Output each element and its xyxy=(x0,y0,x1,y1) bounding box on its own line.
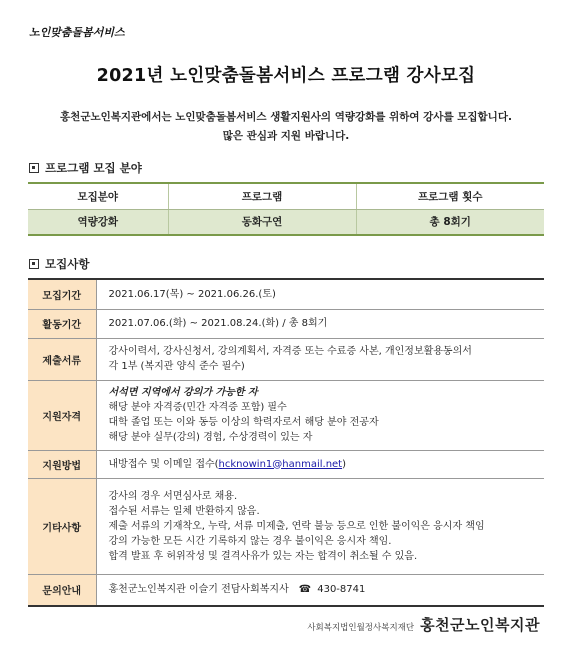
value-line: 각 1부 (복지관 양식 준수 필수) xyxy=(108,361,245,372)
table-row xyxy=(28,574,544,606)
intro-text xyxy=(0,108,572,146)
table-cell: 동화구연 xyxy=(168,209,356,235)
value-line: 해당 분야 실무(강의) 경험, 수상경력이 있는 자 xyxy=(108,432,313,443)
row-value xyxy=(96,309,544,338)
email-link[interactable]: hcknowin1@hanmail.net xyxy=(218,458,343,470)
footer-center-name: 홍천군노인복지관 xyxy=(420,616,540,634)
square-bullet-icon xyxy=(29,163,39,173)
row-label: 기타사항 xyxy=(28,478,96,574)
value-line: 강사의 경우 서면심사로 채용. xyxy=(108,490,238,502)
program-table xyxy=(28,182,544,236)
recruit-section-title: 모집사항 xyxy=(45,257,90,271)
top-category-label: 노인맞춤돌봄서비스 xyxy=(29,26,125,39)
row-label: 활동기간 xyxy=(28,309,96,338)
program-section-title: 프로그램 모집 분야 xyxy=(45,161,142,175)
row-value xyxy=(96,380,544,450)
table-row xyxy=(28,309,544,338)
table-row xyxy=(28,338,544,380)
program-section-heading xyxy=(29,160,142,176)
contact-text: 홍천군노인복지관 이슬기 전담사회복지사 xyxy=(108,584,289,596)
table-cell: 총 8회기 xyxy=(356,209,544,235)
footer-organization: 사회복지법인월정사복지재단 xyxy=(307,623,415,633)
row-value xyxy=(96,574,544,606)
table-row xyxy=(28,380,544,450)
value-line: 해당 분야 자격증(민간 자격증 포함) 필수 xyxy=(108,402,287,413)
value-line: 강사이력서, 강사신청서, 강의계획서, 자격증 또는 수료증 사본, 개인정보활용동의서 xyxy=(108,346,472,357)
row-value xyxy=(96,338,544,380)
page-title: 2021년 노인맞춤돌봄서비스 프로그램 강사모집 xyxy=(96,66,476,86)
table-cell: 역량강화 xyxy=(28,209,168,235)
row-value xyxy=(96,279,544,309)
value-line: 합격 발표 후 허위작성 및 결격사유가 있는 자는 합격이 취소될 수 있음. xyxy=(108,550,418,562)
row-value xyxy=(96,450,544,478)
program-table-row xyxy=(28,209,544,235)
table-row xyxy=(28,478,544,574)
value-line: 제출 서류의 기재착오, 누락, 서류 미제출, 연락 불능 등으로 인한 불이익은 응시자 책임 xyxy=(108,520,485,532)
value-emphasis: 서석면 지역에서 강의가 가능한 자 xyxy=(108,387,258,398)
square-bullet-icon xyxy=(29,259,39,269)
row-label: 제출서류 xyxy=(28,338,96,380)
recruit-section-heading xyxy=(29,256,89,272)
column-header: 프로그램 xyxy=(168,183,356,209)
phone-number: 430-8741 xyxy=(317,584,366,596)
value-line: 대학 졸업 또는 이와 동등 이상의 학력자로서 해당 분야 전공자 xyxy=(108,417,379,428)
apply-method-text: 내방접수 및 이메일 접수( xyxy=(108,458,219,470)
row-value xyxy=(96,478,544,574)
table-row xyxy=(28,279,544,309)
table-row xyxy=(28,450,544,478)
value-line: 접수된 서류는 일체 반환하지 않음. xyxy=(108,505,260,517)
value-line xyxy=(109,457,533,472)
value-line: 강의 가능한 모든 시간 기록하지 않는 경우 불이익은 응시자 책임. xyxy=(108,535,392,547)
value-line: 2021.07.06.(화) ~ 2021.08.24.(화) / 총 8회기 xyxy=(108,318,328,329)
footer xyxy=(307,614,540,635)
column-header: 프로그램 횟수 xyxy=(356,183,544,209)
row-label: 지원자격 xyxy=(28,380,96,450)
row-label: 모집기간 xyxy=(28,279,96,309)
telephone-icon: ☎ xyxy=(298,584,312,596)
value-line: 2021.06.17(목) ~ 2021.06.26.(토) xyxy=(108,288,276,300)
recruit-table xyxy=(28,278,544,607)
program-table-header xyxy=(28,183,544,209)
intro-line-1: 홍천군노인복지관에서는 노인맞춤돌봄서비스 생활지원사의 역량강화를 위하여 강사를 모집합니다. xyxy=(60,111,512,123)
column-header: 모집분야 xyxy=(28,183,168,209)
value-line xyxy=(109,582,533,597)
apply-method-close: ) xyxy=(342,458,347,470)
intro-line-2: 많은 관심과 지원 바랍니다. xyxy=(222,130,350,142)
row-label: 지원방법 xyxy=(28,450,96,478)
row-label: 문의안내 xyxy=(28,574,96,606)
